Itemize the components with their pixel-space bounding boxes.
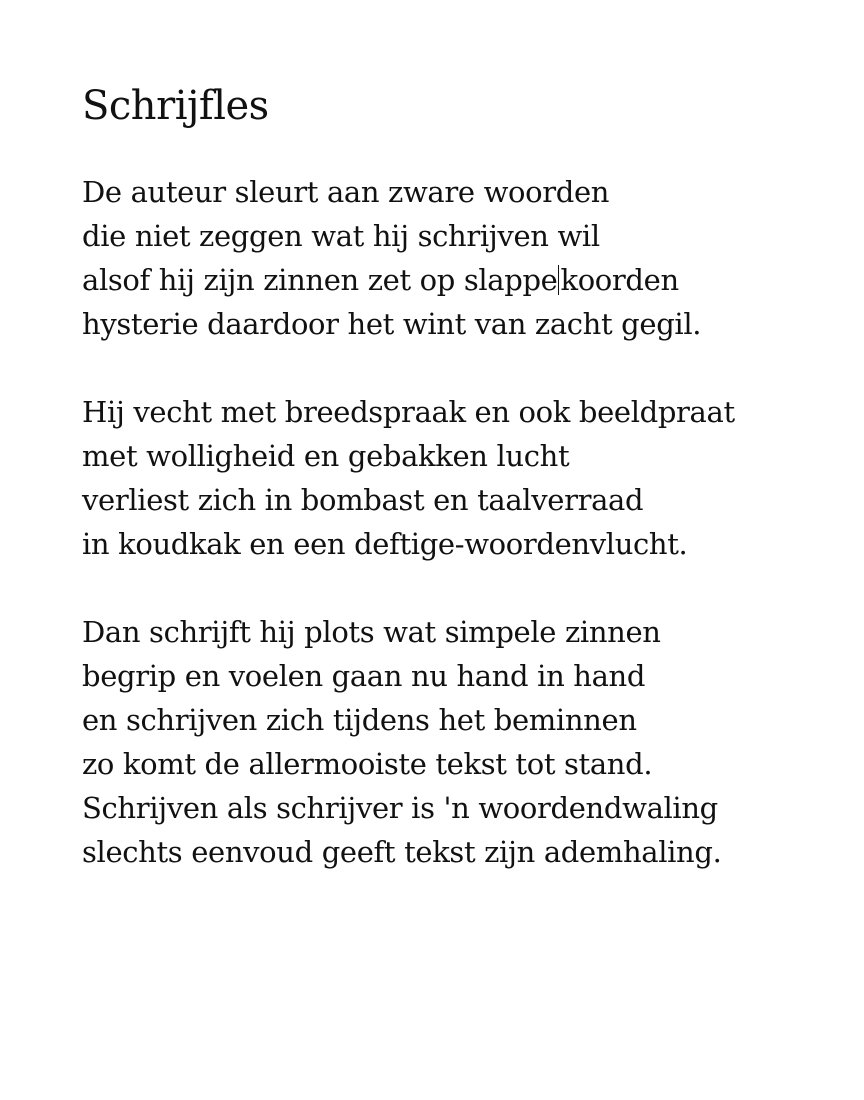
poem-line: hysterie daardoor het wint van zacht gegil. xyxy=(82,307,702,341)
poem-line: slechts eenvoud geeft tekst zijn ademhaling. xyxy=(82,835,722,869)
document-page[interactable] xyxy=(82,80,822,874)
poem-line: De auteur sleurt aan zware woorden xyxy=(82,175,610,209)
line-text-before-caret: alsof hij zijn zinnen zet op slappe xyxy=(82,263,558,297)
poem-line: in koudkak en een deftige-woordenvlucht. xyxy=(82,527,688,561)
stanza-1 xyxy=(82,170,822,346)
poem-line: Schrijven als schrijver is 'n woordendwaling xyxy=(82,791,718,825)
poem-line: met wolligheid en gebakken lucht xyxy=(82,439,570,473)
poem-line: die niet zeggen wat hij schrijven wil xyxy=(82,219,600,253)
poem-line: verliest zich in bombast en taalverraad xyxy=(82,483,644,517)
poem-line: zo komt de allermooiste tekst tot stand. xyxy=(82,747,653,781)
line-text-after-caret: koorden xyxy=(560,263,679,297)
poem-title: Schrijfles xyxy=(82,83,269,129)
poem-line: begrip en voelen gaan nu hand in hand xyxy=(82,659,646,693)
stanza-2 xyxy=(82,390,822,566)
poem-line: Dan schrijft hij plots wat simpele zinnen xyxy=(82,615,661,649)
poem-line-with-caret[interactable] xyxy=(82,258,822,302)
poem-line: en schrijven zich tijdens het beminnen xyxy=(82,703,637,737)
stanza-3 xyxy=(82,610,822,874)
poem-line: Hij vecht met breedspraak en ook beeldpraat xyxy=(82,395,735,429)
